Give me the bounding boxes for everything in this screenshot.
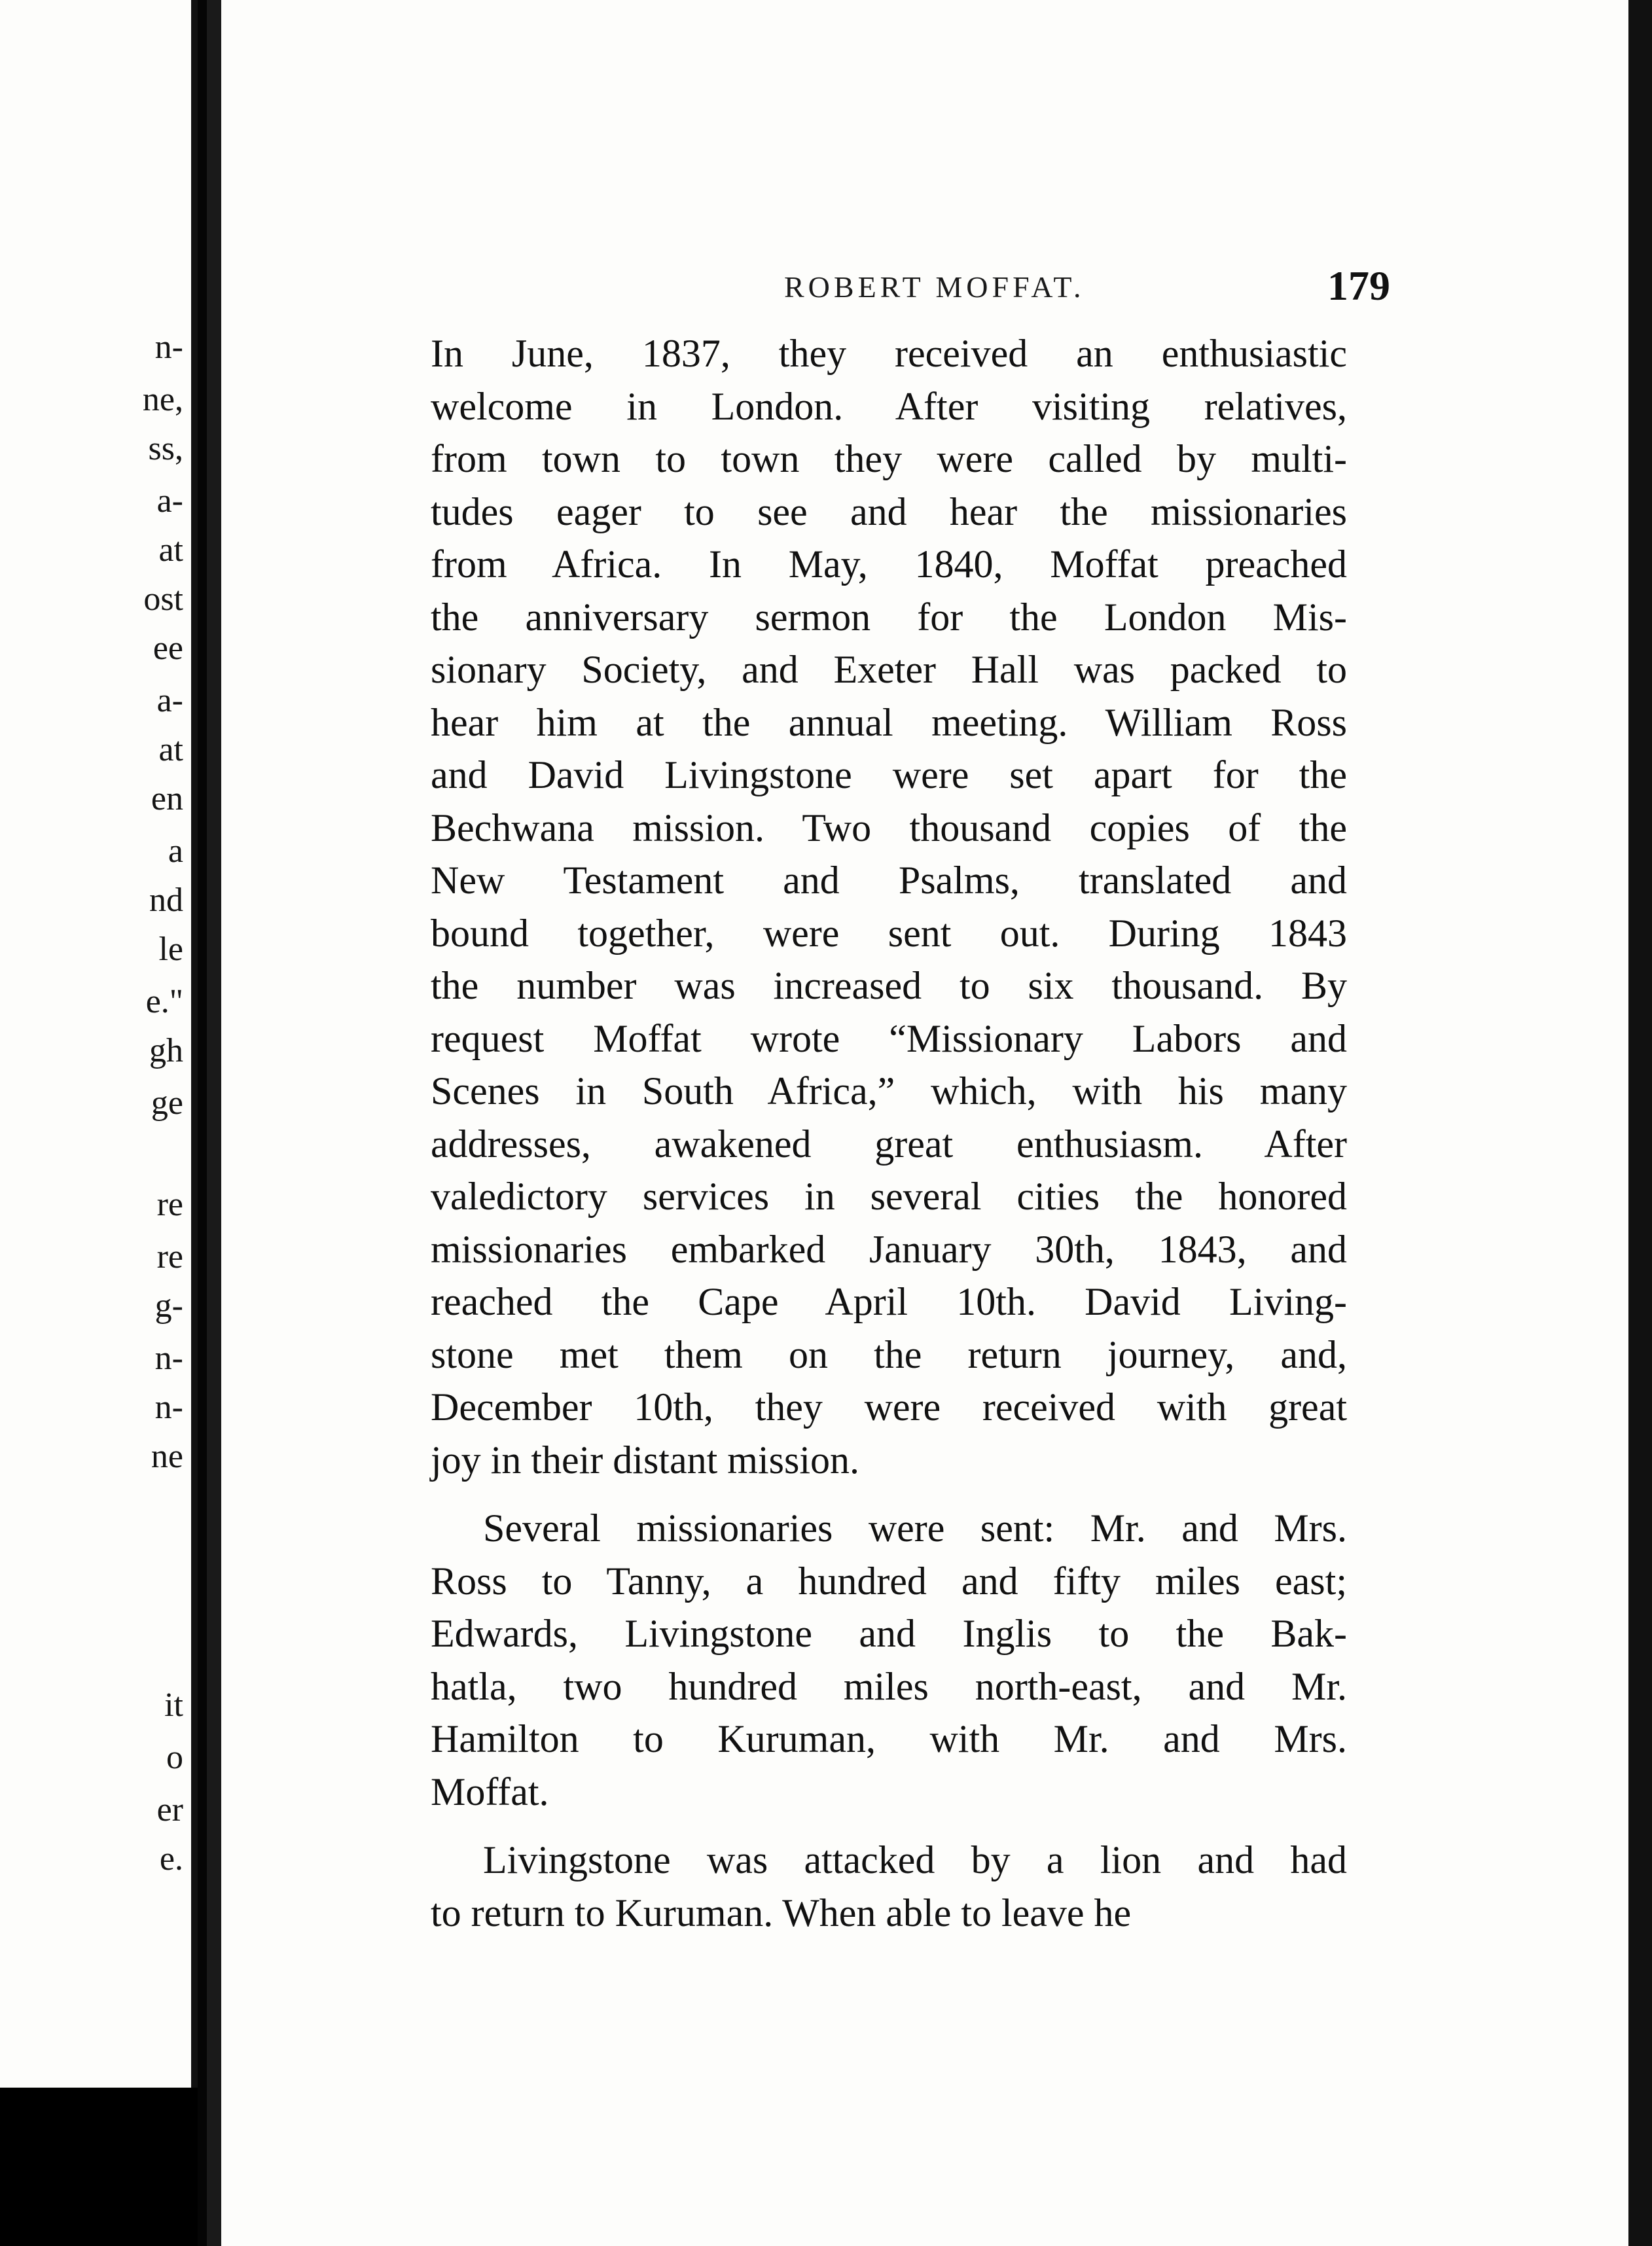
page-header: [221, 262, 1628, 314]
text-line: December 10th, they were received with great: [431, 1385, 1347, 1429]
left-page-fragment: ne: [151, 1438, 183, 1475]
left-page-fragment: ee: [153, 630, 183, 667]
text-line: New Testament and Psalms, translated and: [431, 859, 1347, 902]
paragraph-gap: [431, 1486, 1347, 1502]
left-page-fragment: o: [166, 1739, 183, 1776]
text-line: tudes eager to see and hear the missionaries: [431, 490, 1347, 533]
left-page-fragment: le: [158, 931, 183, 968]
left-page-fragment: a: [168, 832, 183, 870]
text-line: welcome in London. After visiting relatives,: [431, 384, 1347, 428]
text-line: sionary Society, and Exeter Hall was packed to: [431, 648, 1347, 691]
page-edge-shadow: [1628, 0, 1652, 2246]
text-line: the number was increased to six thousand. By: [431, 964, 1347, 1007]
text-line: Bechwana mission. Two thousand copies of the: [431, 806, 1347, 849]
left-page-fragment: en: [151, 780, 183, 817]
text-line: Livingstone was attacked by a lion and had: [483, 1838, 1347, 1881]
text-line: to return to Kuruman. When able to leave he: [431, 1891, 1132, 1934]
text-line: reached the Cape April 10th. David Living-: [431, 1280, 1347, 1323]
text-line: the anniversary sermon for the London Mis-: [431, 595, 1347, 639]
paragraph: [431, 1502, 1347, 1818]
left-page-fragment: n-: [154, 1389, 183, 1426]
left-page-fragment: ss,: [148, 430, 183, 467]
text-line: addresses, awakened great enthusiasm. After: [431, 1122, 1347, 1166]
left-page-fragment: re: [156, 1238, 183, 1275]
text-line: stone met them on the return journey, and,: [431, 1332, 1347, 1376]
text-line: Scenes in South Africa,” which, with his many: [431, 1069, 1347, 1113]
text-line: valedictory services in several cities the honored: [431, 1175, 1347, 1218]
page-number: 179: [1327, 262, 1390, 309]
text-line: Moffat.: [431, 1770, 549, 1813]
left-page-fragment: g-: [154, 1287, 183, 1325]
book-page: [207, 0, 1628, 2246]
left-page-fragment: n-: [154, 1340, 183, 1377]
left-page-fragment: ost: [143, 580, 183, 618]
text-line: from Africa. In May, 1840, Moffat preached: [431, 543, 1347, 586]
left-page-fragment: e.: [159, 1840, 183, 1878]
left-page-fragment: e.": [145, 983, 183, 1020]
text-line: Ross to Tanny, a hundred and fifty miles east;: [431, 1559, 1347, 1603]
left-page-fragment: at: [158, 731, 183, 768]
left-page-fragment: re: [156, 1186, 183, 1223]
text-line: hear him at the annual meeting. William Ross: [431, 700, 1347, 744]
left-page-fragment: nd: [149, 882, 183, 919]
running-head: ROBERT MOFFAT.: [784, 270, 1085, 304]
left-page-fragment: ge: [151, 1084, 183, 1122]
text-line: Hamilton to Kuruman, with Mr. and Mrs.: [431, 1717, 1347, 1760]
body-text: [431, 327, 1347, 1939]
left-page-fragment: gh: [149, 1032, 183, 1069]
paragraph-gap: [431, 1818, 1347, 1834]
left-page-fragment: it: [164, 1686, 183, 1724]
left-page-fragment: at: [158, 531, 183, 569]
paragraph: [431, 327, 1347, 1486]
paragraph: [431, 1834, 1347, 1939]
left-page-fragment: ne,: [142, 381, 183, 418]
text-line: Edwards, Livingstone and Inglis to the Bak-: [431, 1612, 1347, 1655]
left-page-fragment: n-: [154, 329, 183, 366]
text-line: joy in their distant mission.: [431, 1438, 859, 1482]
left-page-fragment: a-: [156, 682, 183, 719]
text-line: missionaries embarked January 30th, 1843, and: [431, 1227, 1347, 1271]
left-facing-page: [0, 0, 198, 2088]
text-line: request Moffat wrote “Missionary Labors and: [431, 1016, 1347, 1060]
text-line: Several missionaries were sent: Mr. and Mrs.: [483, 1506, 1347, 1550]
text-line: from town to town they were called by multi-: [431, 437, 1347, 480]
text-line: and David Livingstone were set apart for the: [431, 753, 1347, 796]
text-line: bound together, were sent out. During 1843: [431, 911, 1347, 955]
left-page-fragment: er: [156, 1791, 183, 1828]
text-line: hatla, two hundred miles north-east, and Mr.: [431, 1664, 1347, 1708]
left-page-fragment: a-: [156, 482, 183, 520]
text-line: In June, 1837, they received an enthusiastic: [431, 332, 1347, 375]
